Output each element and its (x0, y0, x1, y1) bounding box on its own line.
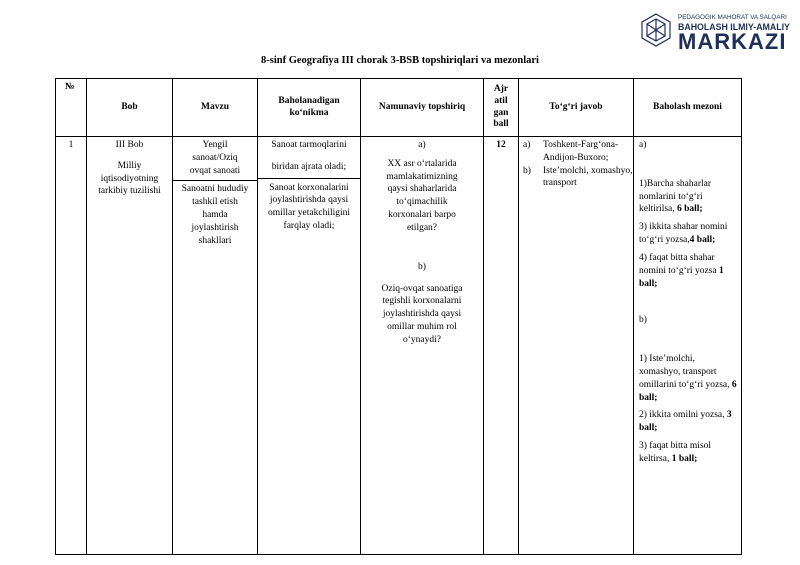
mavzu-part-1: Yengil sanoat/Oziq ovqat sanoati (173, 137, 257, 181)
logo-line-3: MARKAZI (678, 29, 787, 54)
criteria-b-label: b) (639, 315, 647, 326)
criteria-b3: 3) faqat bitta misol keltirsa, 1 ball; (639, 441, 712, 464)
konikma-part-2: Sanoat korxonalarini joylashtirishda qaysi omillar yetakchiligini farqlay oladi; (258, 178, 360, 233)
document-title: 8-sinf Geografiya III chorak 3-BSB topshiriqlari va mezonlari (261, 55, 539, 66)
header-mavzu: Mavzu (173, 79, 258, 137)
konikma-part-1: Sanoat tarmoqlarini biridan ajrata oladi; (271, 140, 347, 172)
mavzu-part-2: Sanoatni hududiy tashkil etish hamda joylashtirish shakllari (181, 184, 249, 246)
cell-bob: III Bob Milliy iqtisodiyotning tarkibiy tuzilishi (87, 137, 173, 555)
cell-konikma (258, 137, 361, 555)
header-topshiriq: Namunaviy topshiriq (361, 79, 484, 137)
cell-mavzu (173, 137, 258, 555)
header-number: № (56, 79, 87, 137)
criteria-table (55, 78, 742, 555)
criteria-a2: 3) ikkita shahar nomini to‘g‘ri yozsa,4 ball; (639, 222, 728, 246)
criteria-a3: 4) faqat bitta shahar nomini to‘g‘ri yozsa 1 ball; (639, 252, 724, 289)
header-javob: To‘g‘ri javob (519, 79, 634, 137)
criteria-b1: 1) Iste’molchi, xomashyo, transport omillarini to‘g‘ri yozsa, 6 ball; (639, 354, 737, 403)
task-b-label: b) (418, 261, 426, 272)
logo-line-1: PEDAGOGIK MAHORAT VA SALQARI (678, 14, 787, 21)
criteria-b2: 2) ikkita omilni yozsa, 3 ball; (639, 410, 732, 434)
header-ball: Ajr atil gan ball (484, 79, 519, 137)
table-row (56, 137, 742, 555)
cell-mezon (634, 137, 742, 555)
cell-topshiriq: a) XX asr o‘rtalarida mamlakatimizning qaysi shaharlarida to‘qimachilik korxonalari barpo etilgan? b) Oziq-ovqat sanoatiga tegishli korxonalarni joylashtirishda qaysi omillar muhim rol o‘ynaydi? (361, 137, 484, 555)
logo (638, 12, 796, 52)
table-header-row (56, 79, 742, 137)
cell-ball: 12 (484, 137, 519, 555)
header-konikma: Baholanadigan ko‘nikma (258, 79, 361, 137)
criteria-a-label: a) (639, 140, 647, 150)
list-item: b) Iste’molchi, xomashyo, transport (523, 165, 633, 189)
task-a-label: a) (418, 140, 426, 150)
header-mezon: Baholash mezoni (634, 79, 742, 137)
logo-emblem-icon (638, 12, 674, 48)
cell-javob (519, 137, 634, 555)
logo-line-2: BAHOLASH ILMIY-AMALIY (678, 22, 790, 32)
list-item: a) Toshkent-Farg‘ona- Andijon-Buxoro; (523, 140, 619, 163)
criteria-a1: 1)Barcha shaharlar nomlarini to‘g‘ri keltirilsa, 6 ball; (639, 178, 712, 215)
cell-number: 1 (56, 137, 87, 555)
header-bob: Bob (87, 79, 173, 137)
